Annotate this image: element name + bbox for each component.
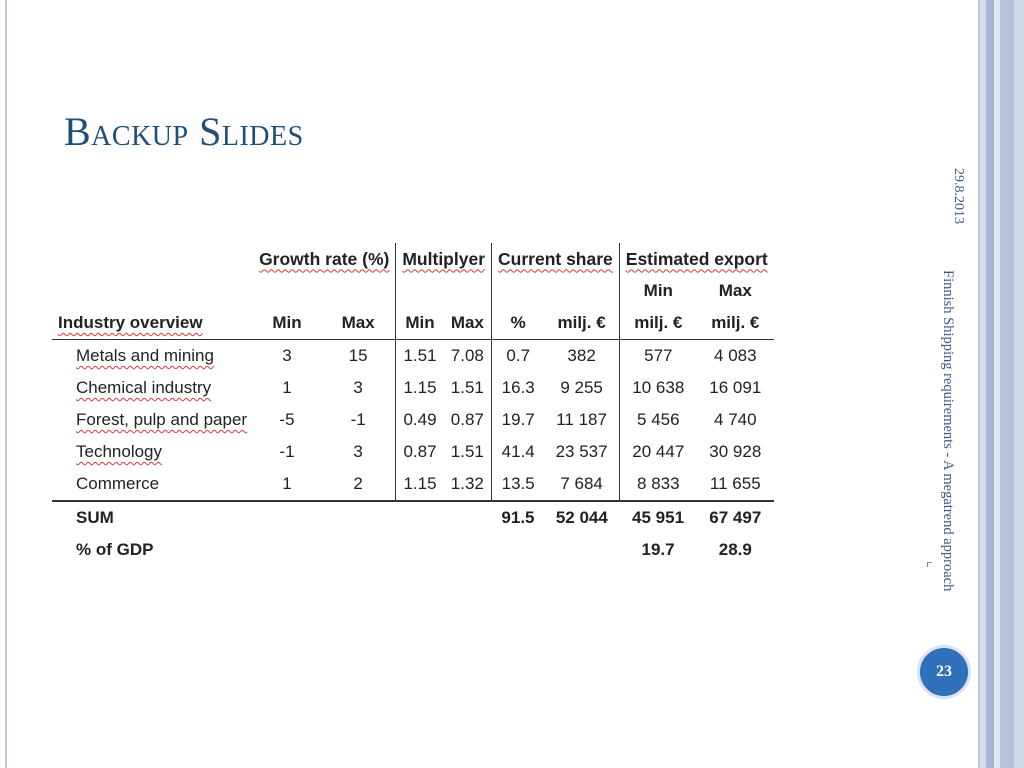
mult-max-cell: 1.51 — [450, 442, 484, 461]
sum-milj-cell: 52 044 — [544, 501, 619, 534]
row-label-header: Industry overview — [52, 307, 253, 340]
growth-min-cell: -1 — [279, 442, 295, 461]
export-min-cell: 5 456 — [619, 404, 697, 436]
page-number-badge: 23 — [917, 645, 971, 699]
mult-max-cell: 1.32 — [450, 474, 484, 493]
share-pct-cell: 19.7 — [492, 404, 545, 436]
mult-min-cell: 0.87 — [396, 436, 444, 468]
mult-min-cell: 1.51 — [396, 340, 444, 373]
sum-pct-cell: 91.5 — [492, 501, 545, 534]
share-milj-cell: 382 — [567, 346, 596, 365]
mult-max-header: Max — [444, 307, 492, 340]
decorative-band — [986, 0, 994, 768]
share-milj-cell: 11 187 — [556, 410, 607, 429]
export-min-cell: 577 — [619, 340, 697, 373]
row-label: Technology — [76, 442, 163, 461]
row-label: Chemical industry — [76, 378, 212, 397]
growth-min-cell: 3 — [282, 346, 292, 365]
group-header-row — [52, 243, 774, 275]
mult-max-cell: 7.08 — [450, 346, 484, 365]
slide-footer: Finnish Shipping requirements - A megatrend approach — [940, 270, 956, 592]
export-max-cell: 30 928 — [709, 442, 762, 461]
export-max-cell: 16 091 — [709, 378, 762, 397]
growth-max-cell: 2 — [353, 474, 363, 493]
mult-min-cell: 0.49 — [396, 404, 444, 436]
growth-rate-header: Growth rate (%) — [259, 248, 390, 269]
share-pct-cell: 16.3 — [492, 372, 545, 404]
export-max-cell: 4 740 — [714, 410, 757, 429]
growth-min-cell: -5 — [279, 410, 295, 429]
export-max-cell: 4 083 — [714, 346, 757, 365]
industry-table — [52, 243, 774, 566]
slide-date: 29.8.2013 — [951, 168, 966, 224]
growth-min-cell: 1 — [282, 474, 292, 493]
table-row — [52, 372, 774, 404]
growth-max-cell: 15 — [348, 346, 368, 365]
row-label: Forest, pulp and paper — [76, 410, 248, 429]
share-milj-cell: 9 255 — [560, 378, 603, 397]
growth-min-cell: 1 — [282, 378, 292, 397]
mult-max-cell: 0.87 — [450, 410, 484, 429]
sub-header-row-top — [52, 275, 774, 307]
gdp-row — [52, 534, 774, 566]
current-share-header: Current share — [492, 243, 620, 275]
gdp-label: % of GDP — [76, 540, 154, 559]
export-min-cell: 8 833 — [619, 468, 697, 501]
slide-title: Backup Slides — [64, 109, 304, 154]
share-milj-cell: 23 537 — [555, 442, 608, 461]
gdp-export-max-cell: 28.9 — [718, 540, 752, 559]
share-milj-cell: 7 684 — [560, 474, 603, 493]
growth-max-cell: 3 — [353, 378, 363, 397]
decorative-band — [1000, 0, 1014, 768]
share-pct-cell: 41.4 — [492, 436, 545, 468]
sum-label: SUM — [52, 501, 253, 534]
sum-row — [52, 501, 774, 534]
gdp-export-min-cell: 19.7 — [641, 540, 675, 559]
export-max-header-top: Max — [718, 281, 752, 300]
corner-mark — [927, 562, 932, 567]
mult-min-cell: 1.15 — [396, 468, 444, 501]
mult-max-cell: 1.51 — [450, 378, 484, 397]
share-milj-header: milj. € — [544, 307, 619, 340]
mult-min-header: Min — [396, 307, 444, 340]
estimated-export-header: Estimated export — [619, 243, 773, 275]
share-pct-cell: 0.7 — [492, 340, 545, 373]
growth-max-header: Max — [321, 307, 396, 340]
sum-export-max-cell: 67 497 — [697, 501, 774, 534]
export-min-cell: 20 447 — [619, 436, 697, 468]
share-pct-cell: 13.5 — [492, 468, 545, 501]
share-pct-header: % — [492, 307, 545, 340]
table-row — [52, 340, 774, 373]
table-row — [52, 468, 774, 501]
export-min-header-bottom: milj. € — [619, 307, 697, 340]
mult-min-cell: 1.15 — [396, 372, 444, 404]
sub-header-row — [52, 307, 774, 340]
row-label: Commerce — [76, 474, 160, 493]
row-label: Metals and mining — [76, 346, 214, 365]
export-max-header-bottom: milj. € — [697, 307, 774, 340]
export-min-cell: 10 638 — [619, 372, 697, 404]
growth-min-header: Min — [253, 307, 321, 340]
table-row — [52, 404, 774, 436]
table-row — [52, 436, 774, 468]
export-max-cell: 11 655 — [709, 474, 761, 493]
sum-export-min-cell: 45 951 — [619, 501, 697, 534]
multiplyer-header: Multiplyer — [396, 243, 492, 275]
export-min-header-top: Min — [619, 275, 697, 307]
growth-max-cell: -1 — [350, 410, 366, 429]
growth-max-cell: 3 — [353, 442, 363, 461]
decorative-band — [1014, 0, 1024, 768]
